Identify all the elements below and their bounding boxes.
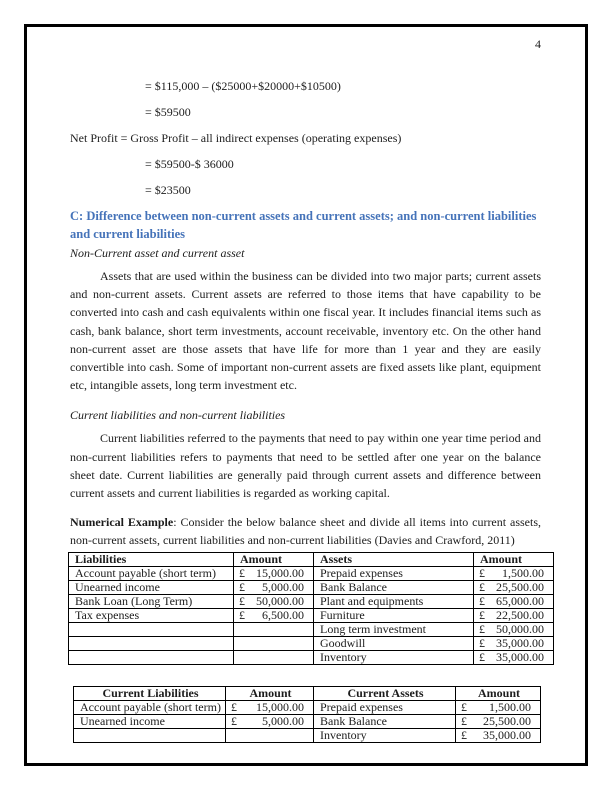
table-row (69, 581, 554, 595)
asset-name-cell: Furniture (314, 609, 474, 623)
liability-name-cell: Unearned income (69, 581, 234, 595)
table-row (74, 715, 541, 729)
amount-value: 25,500.00 (483, 714, 531, 729)
page-number: 4 (535, 37, 541, 51)
asset-amount-cell (474, 567, 554, 581)
liability-name-cell: Unearned income (74, 715, 226, 729)
gross-profit-calculation (70, 77, 541, 199)
table-row (69, 609, 554, 623)
calc-line-net-2: = $23500 (145, 183, 191, 197)
asset-amount-cell (474, 637, 554, 651)
liability-amount-cell (234, 609, 314, 623)
currency-symbol: £ (461, 714, 467, 729)
amount-value: 35,000.00 (483, 728, 531, 743)
liability-name-cell: Tax expenses (69, 609, 234, 623)
header-liabilities: Liabilities (69, 553, 234, 567)
amount-value: 25,500.00 (496, 580, 544, 595)
currency-symbol: £ (239, 566, 245, 581)
table-row (69, 595, 554, 609)
asset-amount-cell (474, 595, 554, 609)
header-amount-1: Amount (234, 553, 314, 567)
amount-value: 15,000.00 (256, 700, 304, 715)
liability-name-cell (69, 637, 234, 651)
liability-name-cell (69, 651, 234, 665)
asset-name-cell: Bank Balance (314, 581, 474, 595)
amount-value: 50,000.00 (496, 622, 544, 637)
asset-name-cell: Long term investment (314, 623, 474, 637)
currency-symbol: £ (231, 714, 237, 729)
paragraph-assets: Assets that are used within the business can be divided into two major parts; current assets and non-current assets. Current assets are referred to those items that have capability to be converted into cash and cash equivalents within one fiscal year. It includes financial items such as cash, bank balance, short term investments, account receivable, inventory etc. On the other hand non-current asset are those assets that have life for more than 1 year and they are easily convertible into cash. Some of important non-current assets are fixed assets like plant, equipment etc, intangible assets, long term investment etc. (70, 269, 541, 393)
asset-name-cell: Bank Balance (314, 715, 456, 729)
numerical-example-text: : Consider the below balance sheet and divide all items into current assets, non-current assets, current liabilities and non-current liabilities (Davies and Crawford, 2011) (70, 515, 541, 548)
asset-name-cell: Goodwill (314, 637, 474, 651)
table-header-row (74, 687, 541, 701)
liability-name-cell (74, 729, 226, 743)
amount-value: 22,500.00 (496, 608, 544, 623)
liability-name-cell (69, 623, 234, 637)
amount-value: 6,500.00 (262, 608, 304, 623)
currency-symbol: £ (479, 566, 485, 581)
currency-symbol: £ (239, 608, 245, 623)
liability-amount-cell (234, 637, 314, 651)
asset-name-cell: Inventory (314, 651, 474, 665)
asset-amount-cell (474, 623, 554, 637)
liability-amount-cell (234, 567, 314, 581)
liability-amount-cell (226, 729, 314, 743)
asset-amount-cell (456, 701, 541, 715)
currency-symbol: £ (479, 580, 485, 595)
calc-line-gross-1: = $115,000 – ($25000+$20000+$10500) (145, 79, 341, 93)
page-content (27, 27, 585, 743)
table-row (69, 637, 554, 651)
header-amount-2: Amount (456, 687, 541, 701)
amount-value: 15,000.00 (256, 566, 304, 581)
amount-value: 5,000.00 (262, 580, 304, 595)
currency-symbol: £ (479, 594, 485, 609)
currency-symbol: £ (479, 650, 485, 665)
amount-value: 5,000.00 (262, 714, 304, 729)
header-amount-2: Amount (474, 553, 554, 567)
liability-name-cell: Bank Loan (Long Term) (69, 595, 234, 609)
asset-amount-cell (474, 651, 554, 665)
calc-line-gross-2: = $59500 (145, 105, 191, 119)
net-profit-formula: Net Profit = Gross Profit – all indirect expenses (operating expenses) (70, 131, 402, 145)
asset-name-cell: Prepaid expenses (314, 701, 456, 715)
liability-name-cell: Account payable (short term) (74, 701, 226, 715)
amount-value: 35,000.00 (496, 650, 544, 665)
liability-amount-cell (234, 651, 314, 665)
currency-symbol: £ (461, 700, 467, 715)
liability-amount-cell (226, 701, 314, 715)
amount-value: 35,000.00 (496, 636, 544, 651)
header-current-liabilities: Current Liabilities (74, 687, 226, 701)
liability-amount-cell (234, 623, 314, 637)
asset-amount-cell (456, 715, 541, 729)
asset-name-cell: Prepaid expenses (314, 567, 474, 581)
asset-name-cell: Inventory (314, 729, 456, 743)
table-row (69, 567, 554, 581)
subheading-noncurrent-asset: Non-Current asset and current asset (70, 246, 245, 260)
table-row (69, 651, 554, 665)
calc-line-net-1: = $59500-$ 36000 (145, 157, 234, 171)
asset-name-cell: Plant and equipments (314, 595, 474, 609)
numerical-example-paragraph (70, 513, 541, 549)
currency-symbol: £ (231, 700, 237, 715)
table-row (74, 729, 541, 743)
currency-symbol: £ (239, 594, 245, 609)
amount-value: 50,000.00 (256, 594, 304, 609)
currency-symbol: £ (479, 622, 485, 637)
header-current-assets: Current Assets (314, 687, 456, 701)
liability-amount-cell (226, 715, 314, 729)
asset-amount-cell (456, 729, 541, 743)
table-header-row (69, 553, 554, 567)
paragraph-liabilities: Current liabilities referred to the payments that need to pay within one year time period and non-current liabilities refers to payments that need to be settled after one year on the balance sheet date. Current liabilities are generally paid through current assets and difference between current assets and current liabilities is regarded as working capital. (70, 431, 541, 501)
balance-sheet-table (68, 552, 554, 665)
classification-table (73, 686, 541, 743)
section-heading: C: Difference between non-current assets and current assets; and non-current liabilities and current liabilities (70, 209, 537, 241)
currency-symbol: £ (461, 728, 467, 743)
table-row (69, 623, 554, 637)
page-border (24, 24, 588, 766)
asset-amount-cell (474, 609, 554, 623)
liability-amount-cell (234, 595, 314, 609)
amount-value: 1,500.00 (489, 700, 531, 715)
amount-value: 1,500.00 (502, 566, 544, 581)
subheading-liabilities: Current liabilities and non-current liabilities (70, 408, 286, 423)
currency-symbol: £ (479, 636, 485, 651)
currency-symbol: £ (239, 580, 245, 595)
table-row (74, 701, 541, 715)
liability-name-cell: Account payable (short term) (69, 567, 234, 581)
currency-symbol: £ (479, 608, 485, 623)
header-amount-1: Amount (226, 687, 314, 701)
asset-amount-cell (474, 581, 554, 595)
amount-value: 65,000.00 (496, 594, 544, 609)
header-assets: Assets (314, 553, 474, 567)
numerical-example-label: Numerical Example (70, 515, 174, 530)
liability-amount-cell (234, 581, 314, 595)
